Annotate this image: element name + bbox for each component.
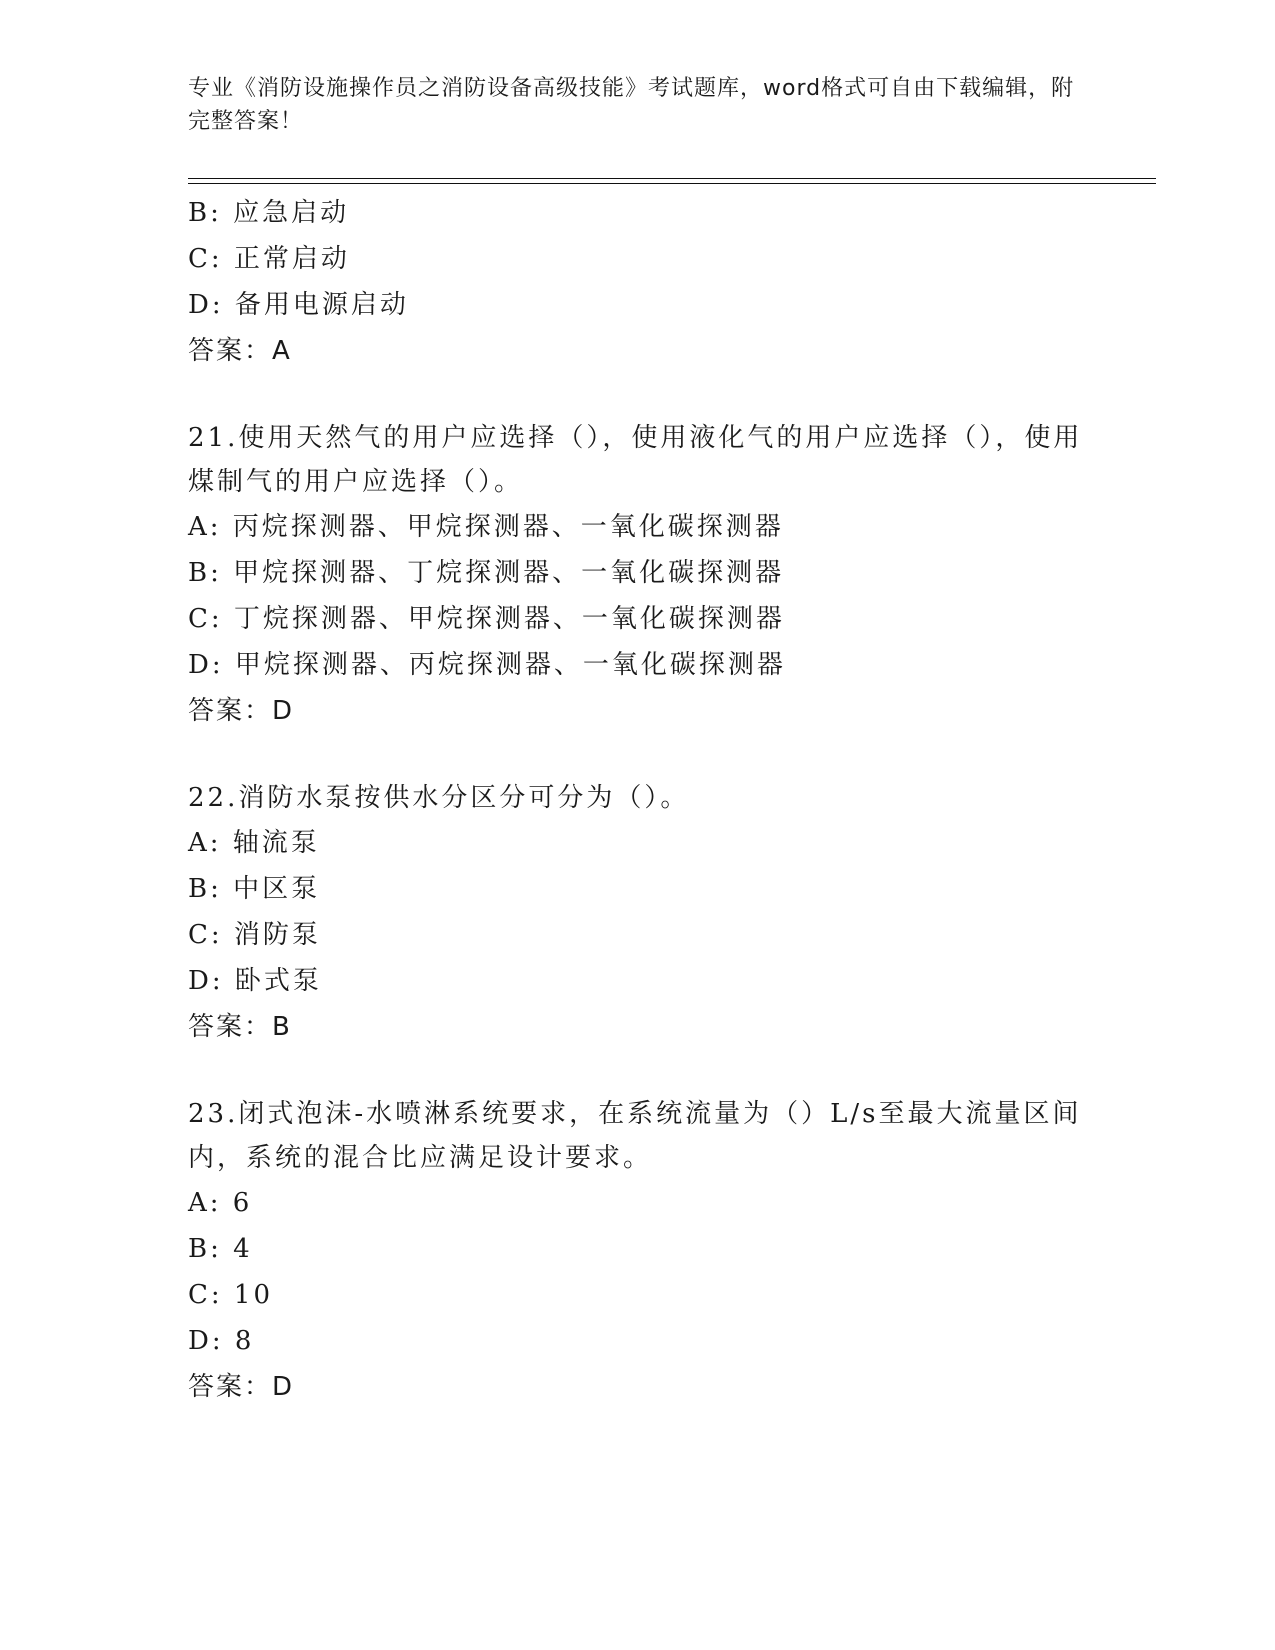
question-block-23 (188, 1092, 1088, 1410)
answer-line: 答案：D (188, 1372, 295, 1402)
spacer (188, 374, 1088, 416)
document-header: 专业《消防设施操作员之消防设备高级技能》考试题库，word格式可自由下载编辑，附完整答案！ (188, 76, 1075, 134)
option-b: B: 中区泵 (188, 874, 321, 904)
header-divider-top (188, 178, 1156, 179)
question-stem: 21.使用天然气的用户应选择（），使用液化气的用户应选择（），使用煤制气的用户应选择（）。 (188, 423, 1083, 497)
option-d: D: 8 (188, 1326, 255, 1356)
answer-line: 答案：A (188, 336, 292, 366)
question-stem: 23.闭式泡沫-水喷淋系统要求，在系统流量为（）L/s至最大流量区间内，系统的混合比应满足设计要求。 (188, 1099, 1082, 1173)
question-stem: 22.消防水泵按供水分区分可分为（）。 (188, 783, 690, 813)
option-b: B: 应急启动 (188, 198, 350, 228)
question-list (188, 190, 1088, 1410)
spacer (188, 1050, 1088, 1092)
answer-line: 答案：D (188, 696, 295, 726)
answer-line: 答案：B (188, 1012, 292, 1042)
header-divider-bottom (188, 183, 1156, 184)
question-block-21 (188, 416, 1088, 734)
question-block-20-continued (188, 190, 1088, 374)
option-b: B: 4 (188, 1234, 253, 1264)
option-d: D: 备用电源启动 (188, 290, 409, 320)
option-c: C: 正常启动 (188, 244, 350, 274)
option-a: A: 丙烷探测器、甲烷探测器、一氧化碳探测器 (188, 512, 784, 542)
option-d: D: 甲烷探测器、丙烷探测器、一氧化碳探测器 (188, 650, 786, 680)
option-a: A: 6 (188, 1188, 253, 1218)
option-d: D: 卧式泵 (188, 966, 322, 996)
question-block-22 (188, 776, 1088, 1050)
option-c: C: 消防泵 (188, 920, 321, 950)
option-b: B: 甲烷探测器、丁烷探测器、一氧化碳探测器 (188, 558, 785, 588)
option-c: C: 10 (188, 1280, 274, 1310)
option-c: C: 丁烷探测器、甲烷探测器、一氧化碳探测器 (188, 604, 785, 634)
spacer (188, 734, 1088, 776)
option-a: A: 轴流泵 (188, 828, 320, 858)
